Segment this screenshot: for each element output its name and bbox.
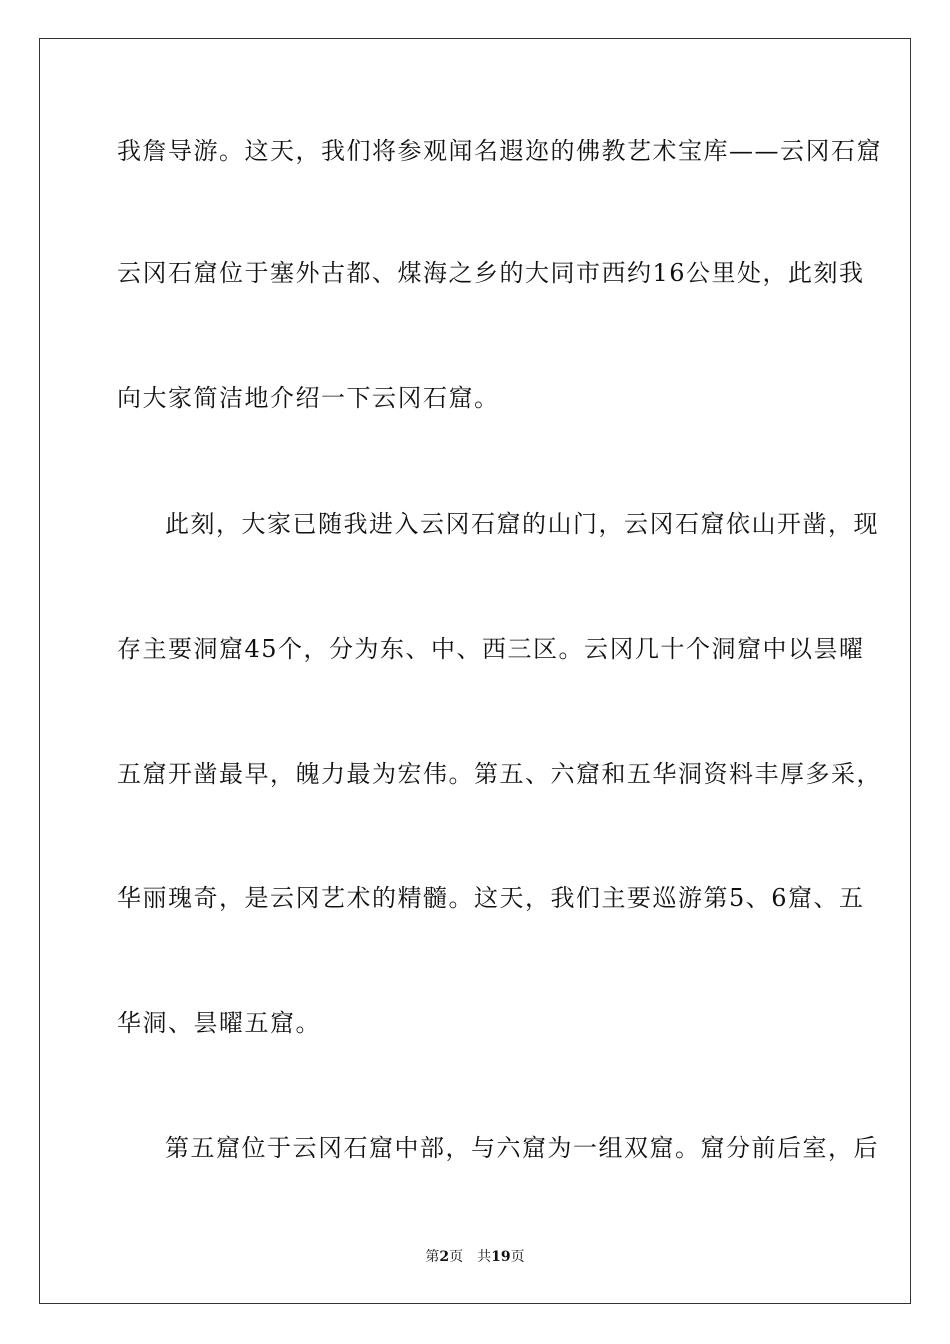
paragraph-line-1: 我詹导游。这天，我们将参观闻名遐迩的佛教艺术宝库——云冈石窟 [117, 137, 882, 165]
page-number: 2 [439, 1249, 450, 1265]
paragraph-line-6: 五窟开凿最早，魄力最为宏伟。第五、六窟和五华洞资料丰厚多采， [117, 760, 882, 788]
paragraph-line-8: 华洞、昙曜五窟。 [117, 1009, 321, 1037]
page-suffix: 页 [449, 1249, 464, 1265]
paragraph-line-4: 此刻，大家已随我进入云冈石窟的山门，云冈石窟依山开凿，现 [165, 510, 879, 538]
paragraph-line-3: 向大家简洁地介绍一下云冈石窟。 [117, 384, 500, 412]
page-footer [0, 1248, 950, 1266]
page-prefix: 第 [425, 1249, 440, 1265]
total-suffix: 页 [510, 1249, 525, 1265]
paragraph-line-7: 华丽瑰奇，是云冈艺术的精髓。这天，我们主要巡游第5、6窟、五 [117, 884, 865, 912]
paragraph-line-9: 第五窟位于云冈石窟中部，与六窟为一组双窟。窟分前后室，后 [165, 1134, 879, 1162]
page-frame [39, 38, 911, 1304]
paragraph-line-2: 云冈石窟位于塞外古都、煤海之乡的大同市西约16公里处，此刻我 [117, 259, 865, 287]
total-prefix: 共 [477, 1249, 492, 1265]
total-pages: 19 [491, 1249, 511, 1265]
paragraph-line-5: 存主要洞窟45个，分为东、中、西三区。云冈几十个洞窟中以昙曜 [117, 635, 865, 663]
